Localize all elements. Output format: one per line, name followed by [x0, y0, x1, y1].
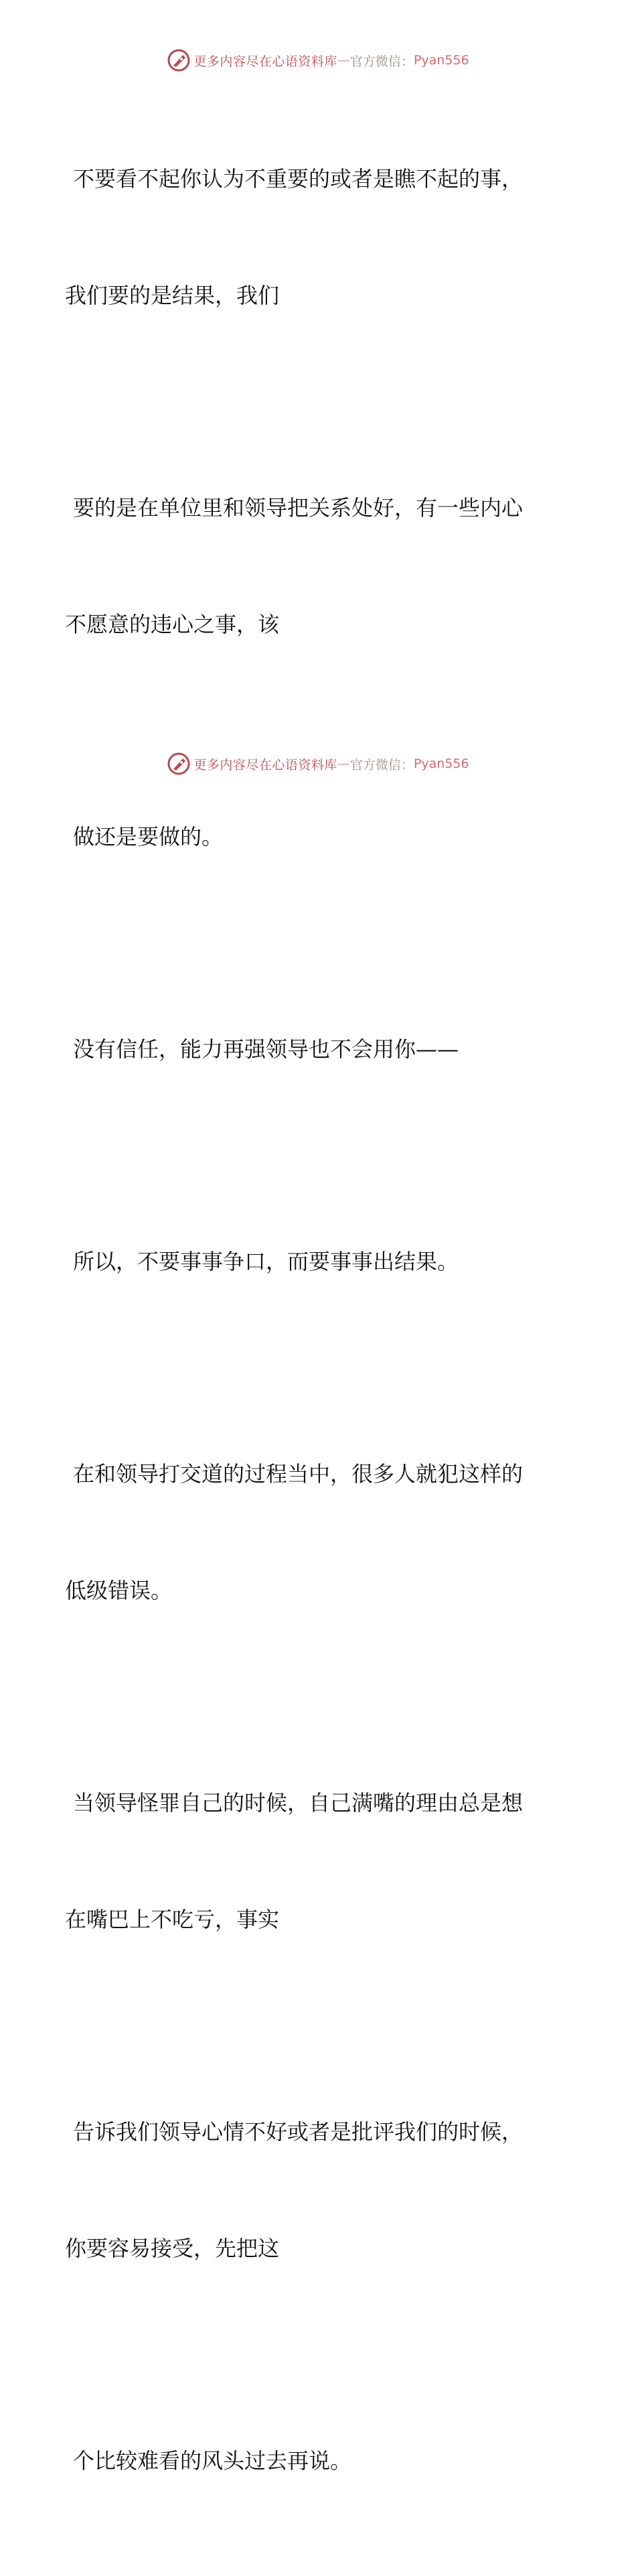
paragraph-line: 我们要的是结果，我们 [65, 283, 280, 308]
paragraph [65, 1706, 574, 2017]
banner-wechat-id: Pyan556 [413, 53, 469, 68]
banner-wechat-label: 官方微信： [349, 757, 414, 772]
document-body [65, 82, 574, 2576]
pen-nib-logo-icon [167, 752, 191, 776]
paragraph-line: 在嘴巴上不吃亏，事实 [65, 1907, 280, 1932]
banner-text: 更多内容尽在心语资料库 [193, 54, 337, 69]
paragraph-line: 低级错误。 [65, 1578, 173, 1603]
banner-text: 更多内容尽在心语资料库 [193, 757, 337, 772]
paragraph-line: 所以，不要事事争口，而要事事出结果。 [73, 1249, 459, 1274]
paragraph [65, 2035, 574, 2346]
paragraph-line: 在和领导打交道的过程当中，很多人就犯这样的 [73, 1461, 524, 1487]
paragraph-line: 不要看不起你认为不重要的或者是瞧不起的事， [73, 166, 524, 192]
paragraph-line: 告诉我们领导心情不好或者是批评我们的时候， [73, 2119, 524, 2145]
paragraph [65, 2364, 574, 2558]
pen-nib-logo-icon [167, 48, 191, 72]
paragraph [65, 1164, 574, 1359]
paragraph [65, 952, 574, 1146]
paragraph-line: 做还是要做的。 [73, 824, 224, 850]
paragraph [65, 1377, 574, 1688]
paragraph-line: 要的是在单位里和领导把关系处好，有一些内心 [73, 495, 524, 521]
paragraph [65, 82, 574, 393]
paragraph-line: 你要容易接受，先把这 [65, 2236, 280, 2261]
paragraph-line: 不愿意的违心之事，该 [65, 612, 280, 637]
banner-separator: — [337, 53, 350, 68]
paragraph-line: 个比较难看的风头过去再说。 [73, 2448, 352, 2473]
banner-wechat-label: 官方微信： [349, 54, 414, 69]
header-watermark-banner [0, 47, 636, 74]
footer-watermark-banner [0, 750, 636, 777]
paragraph-line: 没有信任，能力再强领导也不会用你—— [73, 1036, 459, 1062]
banner-wechat-id: Pyan556 [413, 756, 469, 771]
paragraph [65, 411, 574, 722]
banner-separator: — [337, 756, 350, 771]
paragraph-line: 当领导怪罪自己的时候，自己满嘴的理由总是想 [73, 1790, 524, 1816]
